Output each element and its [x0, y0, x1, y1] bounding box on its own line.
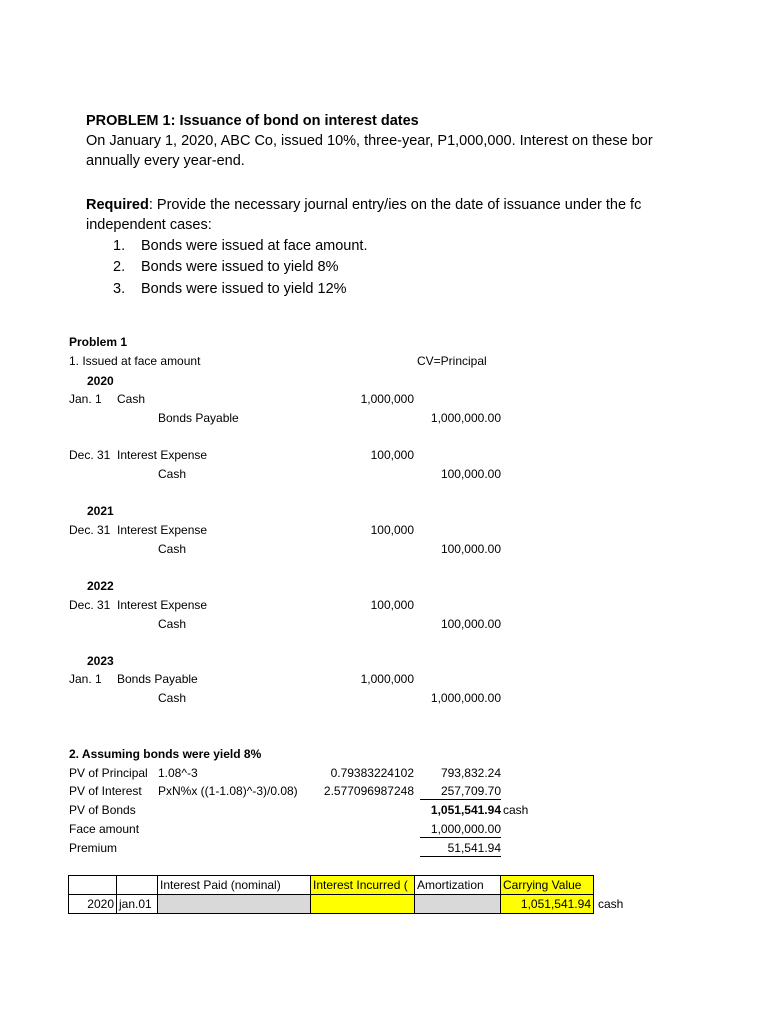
- table-header-cell: Interest Paid (nominal): [158, 876, 311, 895]
- entry-year: 2020: [87, 374, 114, 388]
- entry-credit-amount: 1,000,000.00: [430, 411, 501, 425]
- table-header-cell: Interest Incurred (: [311, 876, 415, 895]
- entry-credit-amount: 100,000.00: [440, 467, 501, 481]
- amortization-table: [68, 875, 626, 914]
- entry-credit-account: Cash: [158, 542, 187, 556]
- required-label: Required: [86, 197, 149, 213]
- entry-date: Jan. 1: [69, 672, 102, 686]
- sheet-heading: Problem 1: [69, 335, 128, 349]
- entry-credit-amount: 1,000,000.00: [430, 691, 501, 705]
- entry-date: Dec. 31: [69, 523, 111, 537]
- premium-value: 51,541.94: [420, 840, 501, 857]
- required-line2: independent cases:: [86, 217, 212, 233]
- table-header-cell: Amortization: [415, 876, 501, 895]
- entry-date: Dec. 31: [69, 598, 111, 612]
- table-header-cell: [117, 876, 158, 895]
- table-cell-note[interactable]: cash: [598, 897, 624, 911]
- problem-desc-line1: On January 1, 2020, ABC Co, issued 10%, three-year, P1,000,000. Interest on these bor: [86, 133, 653, 149]
- entry-credit-account: Cash: [158, 617, 187, 631]
- pv-principal-factor: 0.79383224102: [330, 766, 414, 780]
- table-cell-interest-paid[interactable]: [158, 895, 311, 914]
- cv-note: CV=Principal: [417, 354, 487, 368]
- case-number: 1.: [113, 238, 126, 254]
- premium-label: Premium: [69, 841, 118, 855]
- case-text: Bonds were issued at face amount.: [141, 238, 368, 254]
- table-cell-interest-incurred[interactable]: [311, 895, 415, 914]
- problem-title: PROBLEM 1: Issuance of bond on interest dates: [86, 113, 419, 129]
- entry-credit-amount: 100,000.00: [440, 542, 501, 556]
- entry-credit-account: Cash: [158, 691, 187, 705]
- table-header-cell: [69, 876, 117, 895]
- entry-date: Dec. 31: [69, 448, 111, 462]
- entry-debit-account: Interest Expense: [117, 448, 208, 462]
- pv-interest-label: PV of Interest: [69, 784, 142, 798]
- entry-debit-account: Interest Expense: [117, 598, 208, 612]
- table-header-cell: Carrying Value: [501, 876, 594, 895]
- entry-debit-amount: 1,000,000: [360, 672, 414, 686]
- required-line: [86, 195, 641, 215]
- problem-desc-line2: annually every year-end.: [86, 153, 245, 169]
- face-amount-value: 1,000,000.00: [420, 821, 501, 838]
- table-header-row: [69, 876, 626, 895]
- table-cell-date[interactable]: jan.01: [117, 895, 158, 914]
- entry-year: 2021: [87, 504, 114, 518]
- case1-label: 1. Issued at face amount: [69, 354, 201, 368]
- pv-principal-formula: 1.08^-3: [158, 766, 198, 780]
- pv-principal-value: 793,832.24: [440, 766, 501, 780]
- table-header-cell: [594, 876, 626, 895]
- case-number: 2.: [113, 259, 126, 275]
- entry-debit-account: Bonds Payable: [117, 672, 198, 686]
- table-cell-carrying-value[interactable]: 1,051,541.94: [501, 895, 594, 914]
- pv-interest-factor: 2.577096987248: [323, 784, 414, 798]
- case-number: 3.: [113, 281, 126, 297]
- entry-credit-account: Bonds Payable: [158, 411, 239, 425]
- entry-date: Jan. 1: [69, 392, 102, 406]
- table-cell-year[interactable]: 2020: [69, 895, 117, 914]
- entry-debit-account: Interest Expense: [117, 523, 208, 537]
- table-row: [69, 895, 626, 914]
- case-text: Bonds were issued to yield 8%: [141, 259, 339, 275]
- entry-debit-amount: 100,000: [370, 598, 414, 612]
- entry-debit-amount: 1,000,000: [360, 392, 414, 406]
- pv-bonds-value: 1,051,541.94: [430, 803, 501, 817]
- entry-credit-amount: 100,000.00: [440, 617, 501, 631]
- pv-principal-label: PV of Principal: [69, 766, 148, 780]
- entry-debit-amount: 100,000: [370, 448, 414, 462]
- required-text: : Provide the necessary journal entry/ies on the date of issuance under the fc: [148, 197, 642, 213]
- entry-debit-account: Cash: [117, 392, 146, 406]
- entry-year: 2023: [87, 654, 114, 668]
- table-cell-amortization[interactable]: [415, 895, 501, 914]
- pv-interest-formula: PxN%x ((1-1.08)^-3)/0.08): [158, 784, 298, 798]
- entry-debit-amount: 100,000: [370, 523, 414, 537]
- entry-credit-account: Cash: [158, 467, 187, 481]
- pv-bonds-label: PV of Bonds: [69, 803, 136, 817]
- case2-label: 2. Assuming bonds were yield 8%: [69, 747, 262, 761]
- pv-bonds-note: cash: [503, 803, 529, 817]
- case-text: Bonds were issued to yield 12%: [141, 281, 347, 297]
- entry-year: 2022: [87, 579, 114, 593]
- pv-interest-value: 257,709.70: [420, 783, 501, 800]
- face-amount-label: Face amount: [69, 822, 140, 836]
